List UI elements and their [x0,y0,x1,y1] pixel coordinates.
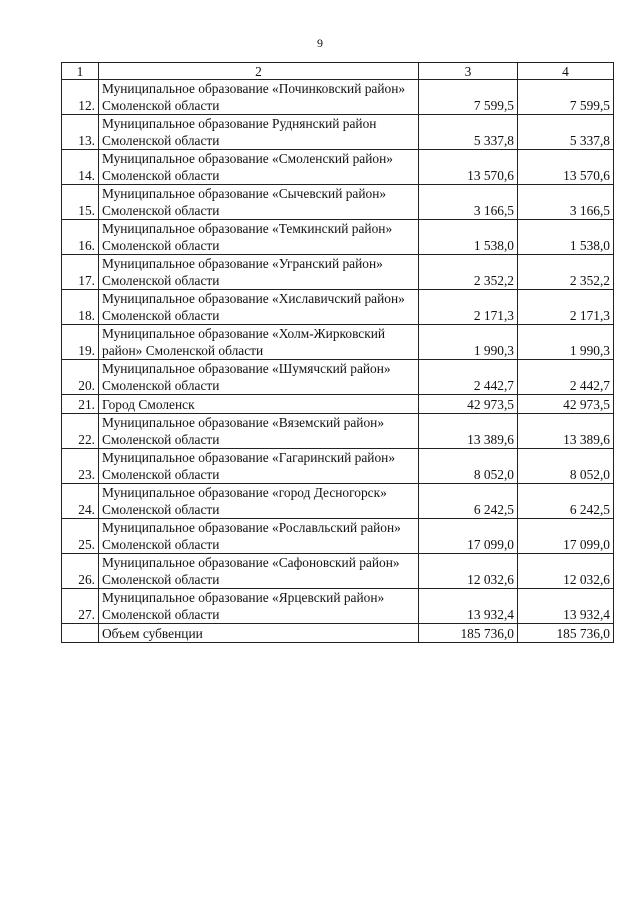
row-value-col3: 5 337,8 [419,115,518,150]
row-value-col4: 5 337,8 [518,115,614,150]
row-name: Муниципальное образование «Угранский район» Смоленской области [99,255,419,290]
row-value-col3: 13 389,6 [419,414,518,449]
row-number: 16. [62,220,99,255]
row-value-col3: 17 099,0 [419,519,518,554]
row-value-col4: 1 990,3 [518,325,614,360]
row-value-col4: 2 171,3 [518,290,614,325]
row-value-col4: 17 099,0 [518,519,614,554]
row-number [62,624,99,643]
row-number: 27. [62,589,99,624]
subsidy-table [61,62,614,643]
row-number: 20. [62,360,99,395]
row-number: 22. [62,414,99,449]
table-row [62,290,614,325]
row-value-col4: 13 932,4 [518,589,614,624]
row-value-col4: 13 570,6 [518,150,614,185]
row-value-col4: 6 242,5 [518,484,614,519]
row-value-col4: 2 442,7 [518,360,614,395]
table-row [62,519,614,554]
row-name: Объем субвенции [99,624,419,643]
header-cell: 3 [419,63,518,80]
table-row [62,395,614,414]
row-value-col3: 3 166,5 [419,185,518,220]
row-number: 15. [62,185,99,220]
row-name: Муниципальное образование «Шумячский район» Смоленской области [99,360,419,395]
row-value-col3: 2 352,2 [419,255,518,290]
row-number: 14. [62,150,99,185]
table-row [62,80,614,115]
table-row [62,360,614,395]
row-value-col4: 3 166,5 [518,185,614,220]
table-header-row [62,63,614,80]
table-row [62,185,614,220]
row-name: Город Смоленск [99,395,419,414]
row-value-col4: 42 973,5 [518,395,614,414]
table-row [62,589,614,624]
row-number: 21. [62,395,99,414]
row-number: 25. [62,519,99,554]
row-name: Муниципальное образование «Сафоновский район» Смоленской области [99,554,419,589]
table-row [62,414,614,449]
row-value-col3: 7 599,5 [419,80,518,115]
row-value-col3: 13 932,4 [419,589,518,624]
page-number: 9 [317,36,323,50]
row-value-col3: 12 032,6 [419,554,518,589]
table-row [62,325,614,360]
row-value-col4: 12 032,6 [518,554,614,589]
table-row [62,449,614,484]
table-row [62,220,614,255]
row-value-col3: 13 570,6 [419,150,518,185]
row-name: Муниципальное образование «Хиславичский район» Смоленской области [99,290,419,325]
table-row [62,115,614,150]
row-name: Муниципальное образование «Гагаринский район» Смоленской области [99,449,419,484]
row-value-col4: 185 736,0 [518,624,614,643]
row-value-col3: 1 990,3 [419,325,518,360]
row-value-col3: 1 538,0 [419,220,518,255]
row-name: Муниципальное образование «Холм-Жирковский район» Смоленской области [99,325,419,360]
row-value-col4: 13 389,6 [518,414,614,449]
row-number: 18. [62,290,99,325]
row-value-col3: 2 171,3 [419,290,518,325]
row-value-col3: 185 736,0 [419,624,518,643]
row-name: Муниципальное образование «Ярцевский район» Смоленской области [99,589,419,624]
row-value-col4: 2 352,2 [518,255,614,290]
total-row [62,624,614,643]
header-cell: 1 [62,63,99,80]
row-name: Муниципальное образование «город Десногорск» Смоленской области [99,484,419,519]
table-row [62,255,614,290]
row-number: 13. [62,115,99,150]
row-number: 12. [62,80,99,115]
row-number: 17. [62,255,99,290]
header-cell: 2 [99,63,419,80]
row-number: 19. [62,325,99,360]
row-name: Муниципальное образование Руднянский район Смоленской области [99,115,419,150]
row-value-col3: 8 052,0 [419,449,518,484]
table-row [62,554,614,589]
row-name: Муниципальное образование «Темкинский район» Смоленской области [99,220,419,255]
row-value-col4: 8 052,0 [518,449,614,484]
header-cell: 4 [518,63,614,80]
table-row [62,484,614,519]
row-name: Муниципальное образование «Починковский район» Смоленской области [99,80,419,115]
row-name: Муниципальное образование «Сычевский район» Смоленской области [99,185,419,220]
row-number: 24. [62,484,99,519]
row-name: Муниципальное образование «Смоленский район» Смоленской области [99,150,419,185]
row-number: 26. [62,554,99,589]
row-value-col4: 7 599,5 [518,80,614,115]
row-value-col3: 6 242,5 [419,484,518,519]
row-value-col3: 42 973,5 [419,395,518,414]
row-name: Муниципальное образование «Вяземский район» Смоленской области [99,414,419,449]
table-row [62,150,614,185]
row-value-col4: 1 538,0 [518,220,614,255]
row-name: Муниципальное образование «Рославльский район» Смоленской области [99,519,419,554]
row-value-col3: 2 442,7 [419,360,518,395]
row-number: 23. [62,449,99,484]
